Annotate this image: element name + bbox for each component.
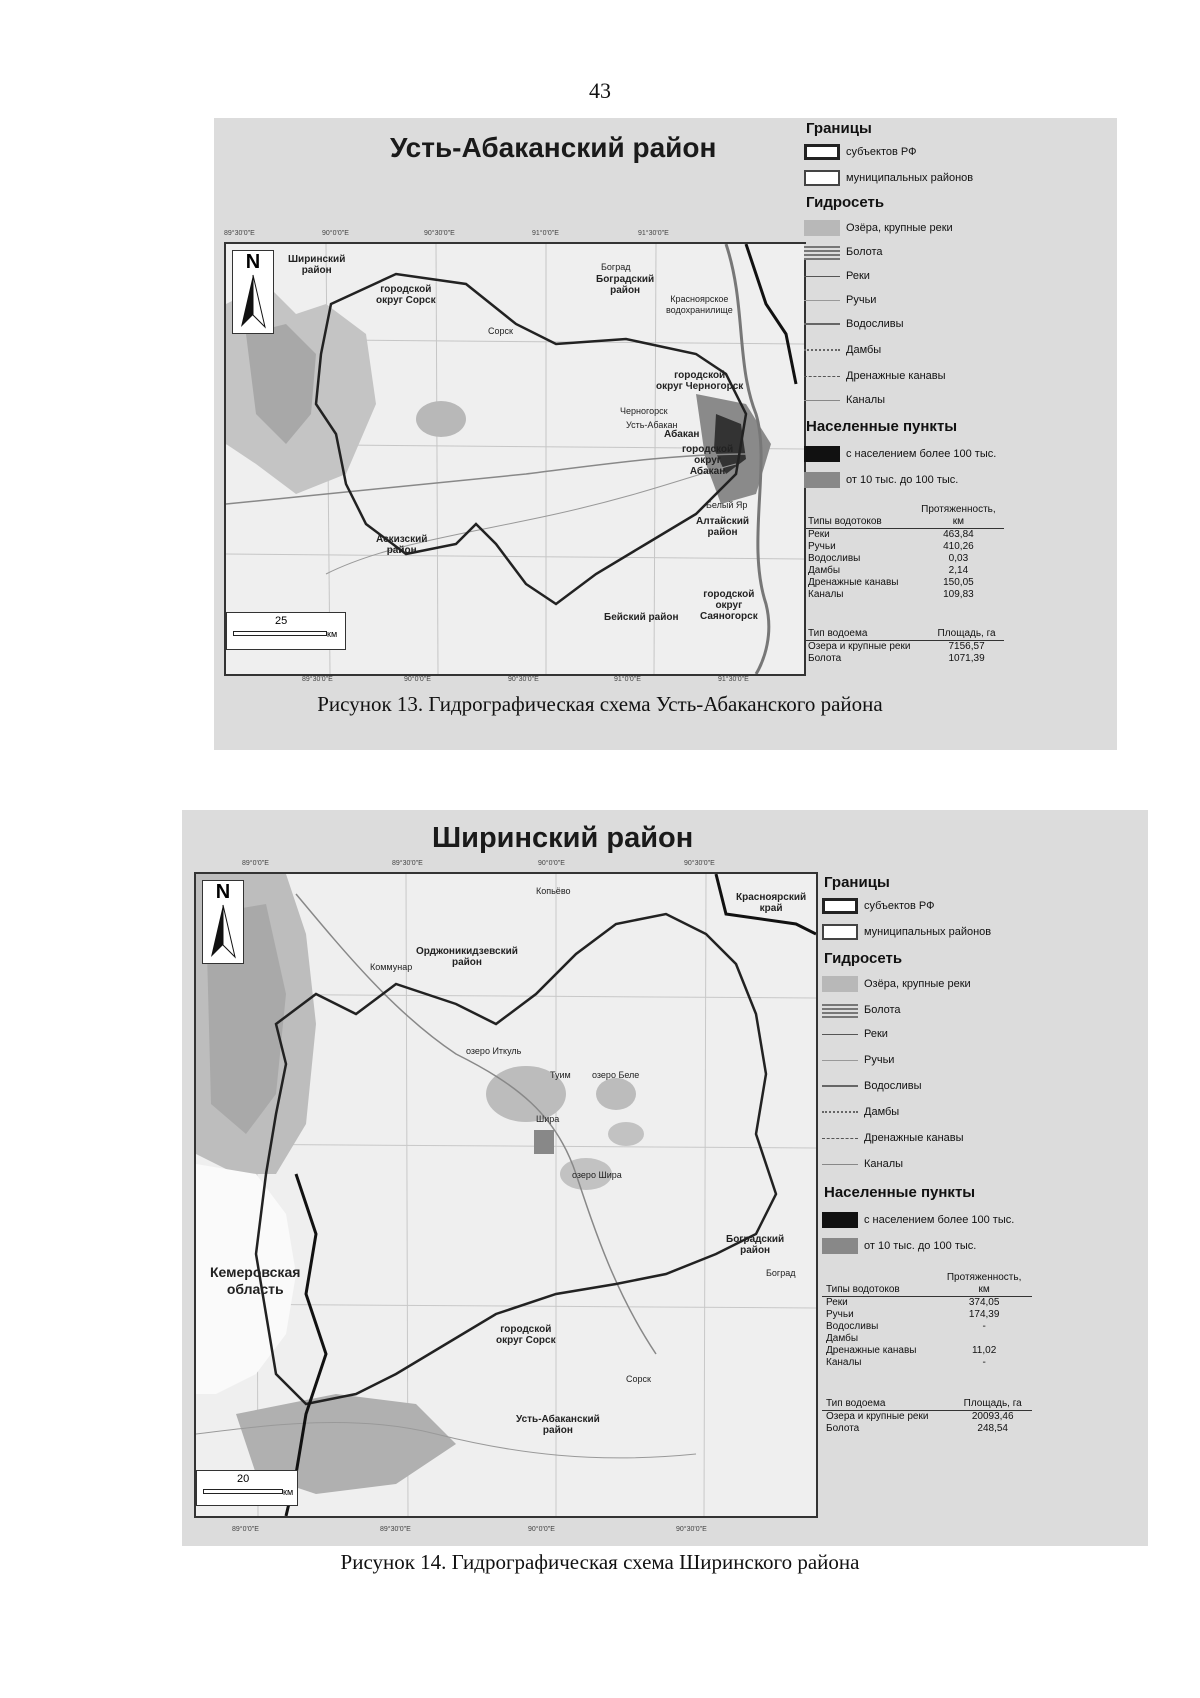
legend-settlements-title: Населенные пункты xyxy=(824,1184,976,1201)
tick-label: 90°0'0"E xyxy=(538,860,565,867)
table-cell: 1071,39 xyxy=(948,653,985,664)
legend-item xyxy=(822,1158,903,1170)
page-number: 43 xyxy=(589,78,611,103)
tick-label: 90°30'0"E xyxy=(508,676,539,683)
table-cell: Реки xyxy=(822,1297,936,1310)
table-cell: Водосливы xyxy=(808,553,861,564)
legend-item xyxy=(822,1080,922,1092)
legend-label: Болота xyxy=(864,1004,901,1016)
map-label: городской округ Черногорск xyxy=(656,370,744,392)
map-label: Бейский район xyxy=(604,612,679,623)
waterbody-table xyxy=(804,628,1004,665)
table-cell: 0,03 xyxy=(948,553,969,564)
north-arrow xyxy=(232,250,274,334)
map-label: Усть-Абакан xyxy=(626,420,678,430)
drain-swatch xyxy=(804,376,840,377)
legend-item xyxy=(804,446,996,462)
map-label: Абакан xyxy=(664,429,700,440)
waterbody-table xyxy=(822,1398,1032,1435)
legend-label: Каналы xyxy=(864,1158,904,1170)
watercourse-table xyxy=(804,504,1004,601)
river-swatch xyxy=(804,276,840,277)
legend-label: Ручьи xyxy=(864,1054,895,1066)
legend-item xyxy=(804,244,883,260)
border-swatch xyxy=(804,170,840,186)
map-label: озеро Беле xyxy=(592,1070,640,1080)
map-label: Аскизский район xyxy=(376,534,428,556)
city-large-swatch xyxy=(804,446,840,462)
legend-item xyxy=(804,220,953,236)
scale-unit: км xyxy=(283,1487,294,1497)
tick-label: 89°0'0"E xyxy=(232,1526,259,1533)
table-cell: 248,54 xyxy=(977,1423,1008,1434)
north-letter: N xyxy=(245,251,261,273)
lake-swatch xyxy=(804,220,840,236)
legend-item xyxy=(822,1132,964,1144)
table-cell: Дренажные канавы xyxy=(826,1345,917,1356)
legend-item xyxy=(804,472,958,488)
legend-item xyxy=(822,1238,976,1254)
scale-bar xyxy=(226,612,346,650)
legend-item xyxy=(822,1054,894,1066)
bog-swatch xyxy=(822,1002,858,1018)
legend-label: Каналы xyxy=(846,394,886,406)
legend-borders-title: Границы xyxy=(824,874,890,891)
map-label: Сорск xyxy=(626,1374,651,1384)
table-cell: Реки xyxy=(804,529,913,542)
map-label: озеро Иткуль xyxy=(466,1046,522,1056)
north-arrow-icon xyxy=(203,881,243,963)
table-cell: 150,05 xyxy=(943,577,974,588)
border-swatch xyxy=(822,924,858,940)
map-area xyxy=(224,242,806,676)
table-header: Протяженность, км xyxy=(946,1272,1022,1295)
map-label: Красноярский край xyxy=(736,892,807,914)
tick-label: 89°0'0"E xyxy=(242,860,269,867)
border-swatch xyxy=(822,898,858,914)
legend-item xyxy=(822,1106,899,1118)
table-cell: Ручьи xyxy=(808,541,836,552)
spillway-swatch xyxy=(804,323,840,325)
table-header: Площадь, га xyxy=(937,628,996,639)
legend-settlements-title: Населенные пункты xyxy=(806,418,958,435)
legend-label: Дамбы xyxy=(846,344,882,356)
table-cell: Озера и крупные реки xyxy=(822,1411,953,1424)
table-cell: Дамбы xyxy=(826,1333,859,1344)
legend-item xyxy=(804,270,870,282)
table-header: Типы водотоков xyxy=(826,1284,900,1295)
map-graphics xyxy=(196,874,816,1516)
table-cell: Дамбы xyxy=(808,565,841,576)
table-cell: Каналы xyxy=(808,589,844,600)
legend-label: Водосливы xyxy=(864,1080,922,1092)
tick-label: 89°30'0"E xyxy=(380,1526,411,1533)
table-cell: - xyxy=(982,1321,986,1332)
legend-label: Озёра, крупные реки xyxy=(846,222,953,234)
scale-value: 25 xyxy=(275,615,288,627)
dam-swatch xyxy=(822,1111,858,1113)
table-cell: - xyxy=(982,1357,986,1368)
map-label: Ширинский район xyxy=(288,254,346,276)
map-area xyxy=(194,872,818,1518)
scale-value: 20 xyxy=(237,1473,250,1485)
table-cell: Болота xyxy=(826,1423,860,1434)
map-label: Боградский район xyxy=(596,274,655,296)
map-label: Боград xyxy=(601,262,631,272)
map-label: Сорск xyxy=(488,326,513,336)
map-label: Белый Яр xyxy=(706,500,748,510)
table-cell: 109,83 xyxy=(943,589,974,600)
map-label: Шира xyxy=(536,1114,560,1124)
legend-borders-title: Границы xyxy=(806,120,872,137)
legend-label: Болота xyxy=(846,246,883,258)
stream-swatch xyxy=(822,1060,858,1061)
map-label: Боград xyxy=(766,1268,796,1278)
legend-item xyxy=(804,294,876,306)
legend-label: с населением более 100 тыс. xyxy=(864,1214,1015,1226)
canal-swatch xyxy=(804,400,840,401)
map-label: Коммунар xyxy=(370,962,413,972)
map-label: Красноярское водохранилище xyxy=(666,294,733,315)
legend-item xyxy=(822,1212,1014,1228)
tick-label: 89°30'0"E xyxy=(392,860,423,867)
legend-hydro-title: Гидросеть xyxy=(824,950,903,967)
map-title: Ширинский район xyxy=(432,822,694,854)
city-medium-swatch xyxy=(822,1238,858,1254)
legend-label: субъектов РФ xyxy=(846,146,917,158)
lake-swatch xyxy=(822,976,858,992)
tick-label: 91°30'0"E xyxy=(638,230,669,237)
tick-label: 90°0'0"E xyxy=(322,230,349,237)
table-cell: 2,14 xyxy=(948,565,969,576)
table-header: Тип водоема xyxy=(826,1398,886,1409)
map-label: Орджоникидзевский район xyxy=(416,946,518,968)
map-label: Туим xyxy=(550,1070,571,1080)
legend-item xyxy=(822,898,935,914)
map-title: Усть-Абаканский район xyxy=(390,132,717,163)
bog-swatch xyxy=(804,244,840,260)
legend-label: Дренажные канавы xyxy=(864,1132,964,1144)
drain-swatch xyxy=(822,1138,858,1139)
watercourse-table xyxy=(822,1272,1032,1369)
scale-unit: км xyxy=(327,629,338,639)
legend-label: Озёра, крупные реки xyxy=(864,978,971,990)
figure-shira xyxy=(182,810,1148,1546)
table-header: Площадь, га xyxy=(963,1398,1022,1409)
legend-item xyxy=(822,1002,901,1018)
north-letter: N xyxy=(215,881,231,903)
tick-label: 89°30'0"E xyxy=(302,676,333,683)
table-cell: Водосливы xyxy=(826,1321,879,1332)
river-swatch xyxy=(822,1034,858,1035)
map-label: Черногорск xyxy=(620,406,668,416)
dam-swatch xyxy=(804,349,840,351)
legend-item xyxy=(822,924,991,940)
legend-label: Реки xyxy=(864,1028,888,1040)
legend-item xyxy=(822,976,971,992)
border-swatch xyxy=(804,144,840,160)
table-cell: Озера и крупные реки xyxy=(804,641,929,654)
legend-label: муниципальных районов xyxy=(846,172,974,184)
legend-label: муниципальных районов xyxy=(864,926,992,938)
table-header: Тип водоема xyxy=(808,628,868,639)
map-label: городской округ Сорск xyxy=(376,284,436,306)
stream-swatch xyxy=(804,300,840,301)
city-large-swatch xyxy=(822,1212,858,1228)
tick-label: 89°30'0"E xyxy=(224,230,255,237)
table-cell xyxy=(936,1333,1032,1345)
legend-label: от 10 тыс. до 100 тыс. xyxy=(846,474,959,486)
legend-label: Реки xyxy=(846,270,870,282)
legend-item xyxy=(822,1028,888,1040)
tick-label: 90°30'0"E xyxy=(676,1526,707,1533)
map-label: Кемеровская область xyxy=(210,1264,301,1297)
map-label: Копьёво xyxy=(536,886,571,896)
tick-label: 91°0'0"E xyxy=(614,676,641,683)
legend-label: Дамбы xyxy=(864,1106,900,1118)
north-arrow-icon xyxy=(233,251,273,333)
legend-label: с населением более 100 тыс. xyxy=(846,448,997,460)
table-cell: 20093,46 xyxy=(953,1411,1032,1424)
legend-item xyxy=(804,170,973,186)
legend-item xyxy=(804,394,885,406)
legend-item xyxy=(804,144,917,160)
legend-label: Водосливы xyxy=(846,318,904,330)
legend-label: субъектов РФ xyxy=(864,900,935,912)
spillway-swatch xyxy=(822,1085,858,1087)
legend-item xyxy=(804,318,904,330)
table-cell: 463,84 xyxy=(913,529,1004,542)
table-cell: Дренажные канавы xyxy=(808,577,899,588)
legend-label: Дренажные канавы xyxy=(846,370,946,382)
legend-label: от 10 тыс. до 100 тыс. xyxy=(864,1240,977,1252)
tick-label: 90°30'0"E xyxy=(684,860,715,867)
scale-bar xyxy=(196,1470,298,1506)
table-cell: 410,26 xyxy=(943,541,974,552)
table-cell: Каналы xyxy=(826,1357,862,1368)
legend-hydro-title: Гидросеть xyxy=(806,194,885,211)
table-cell: 11,02 xyxy=(971,1345,997,1356)
legend-item xyxy=(804,344,881,356)
map-label: озеро Шира xyxy=(572,1170,622,1180)
map-label: Алтайский район xyxy=(696,516,750,538)
north-arrow xyxy=(202,880,244,964)
legend-label: Ручьи xyxy=(846,294,877,306)
map-label: Усть-Абаканский район xyxy=(516,1414,600,1436)
table-header: Протяженность, км xyxy=(921,504,996,527)
scale-line xyxy=(203,1489,283,1494)
table-cell: 7156,57 xyxy=(929,641,1004,654)
legend-item xyxy=(804,370,946,382)
map-label: городской округ Сорск xyxy=(496,1324,556,1346)
canal-swatch xyxy=(822,1164,858,1165)
tick-label: 90°0'0"E xyxy=(528,1526,555,1533)
city-medium-swatch xyxy=(804,472,840,488)
tick-label: 91°30'0"E xyxy=(718,676,749,683)
table-cell: Болота xyxy=(808,653,842,664)
map-label: городской округ Саяногорск xyxy=(700,589,758,622)
table-cell: 374,05 xyxy=(936,1297,1032,1310)
table-cell: 174,39 xyxy=(968,1309,1000,1320)
figure-caption: Рисунок 14. Гидрографическая схема Ширинского района xyxy=(340,1550,860,1574)
map-label: городской округ Абакан xyxy=(682,444,734,477)
figure-ust-abakan xyxy=(214,118,1117,750)
tick-label: 90°30'0"E xyxy=(424,230,455,237)
tick-label: 91°0'0"E xyxy=(532,230,559,237)
table-cell: Ручьи xyxy=(826,1309,854,1320)
table-header: Типы водотоков xyxy=(808,516,882,527)
tick-label: 90°0'0"E xyxy=(404,676,431,683)
scale-line xyxy=(233,631,327,636)
map-label: Боградский район xyxy=(726,1234,785,1256)
figure-caption: Рисунок 13. Гидрографическая схема Усть-Абаканского района xyxy=(317,692,883,716)
